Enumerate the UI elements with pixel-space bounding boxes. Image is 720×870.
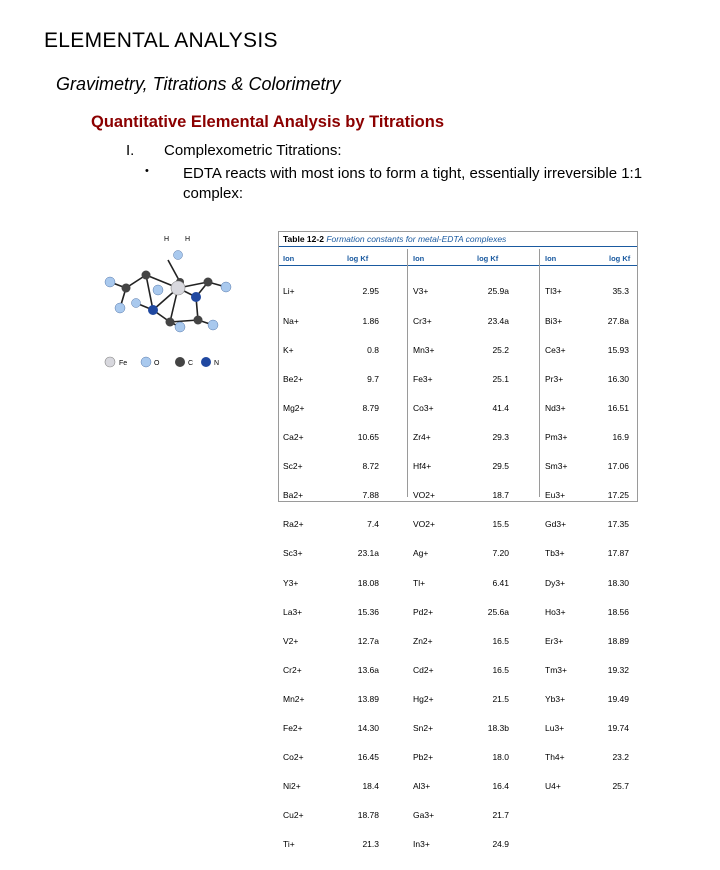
table-cell: In3+ <box>413 839 430 850</box>
list-item-text: Complexometric Titrations: <box>164 142 342 159</box>
table-cell: 18.89 <box>607 635 629 646</box>
table-cell: 29.3 <box>492 431 509 442</box>
table-cell: 25.9a <box>487 286 509 297</box>
table-cell: 17.87 <box>607 548 629 559</box>
table-cell: Ca2+ <box>283 431 304 442</box>
table-cell: 23.4a <box>487 315 509 326</box>
table-cell: 14.30 <box>357 723 379 734</box>
table-cell: 16.30 <box>607 373 629 384</box>
table-cell: V2+ <box>283 635 299 646</box>
table-cell: 8.72 <box>362 461 379 472</box>
table-cell: Cr2+ <box>283 664 302 675</box>
log-column-2 <box>469 268 509 870</box>
table-cell: 19.32 <box>607 664 629 675</box>
legend-o: O <box>154 360 160 367</box>
table-cell: 16.5 <box>492 635 509 646</box>
table-cell: Ra2+ <box>283 519 304 530</box>
table-cell: 25.7 <box>612 781 629 792</box>
legend-c: C <box>188 360 194 367</box>
table-cell: Mn3+ <box>413 344 435 355</box>
table-cell: 18.0 <box>492 752 509 763</box>
table-cell: V3+ <box>413 286 429 297</box>
table-cell: 2.95 <box>362 286 379 297</box>
table-cell: 15.93 <box>607 344 629 355</box>
header-ion-2: Ion <box>413 254 425 263</box>
legend-n: N <box>214 360 220 367</box>
table-cell: VO2+ <box>413 519 435 530</box>
table-cell: 19.74 <box>607 723 629 734</box>
table-cell: Fe2+ <box>283 723 303 734</box>
table-cell: Pm3+ <box>545 431 568 442</box>
table-cell: 18.56 <box>607 606 629 617</box>
table-cell: 15.36 <box>357 606 379 617</box>
table-cell: 25.2 <box>492 344 509 355</box>
table-cell: Cu2+ <box>283 810 304 821</box>
table-cell: 1.86 <box>362 315 379 326</box>
slide-title: ELEMENTAL ANALYSIS <box>44 29 278 52</box>
table-cell: 23.2 <box>612 752 629 763</box>
formation-constants-table <box>278 231 638 850</box>
header-rule <box>279 265 637 266</box>
table-cell: Lu3+ <box>545 723 565 734</box>
table-cell: 18.78 <box>357 810 379 821</box>
table-cell: 7.20 <box>492 548 509 559</box>
column-divider <box>539 249 540 497</box>
sub-item-text: EDTA reacts with most ions to form a tight, essentially irreversible 1:1 complex: <box>183 165 643 202</box>
table-cell: 15.5 <box>492 519 509 530</box>
table-cell: 17.25 <box>607 490 629 501</box>
table-cell: 16.51 <box>607 402 629 413</box>
table-cell: Cr3+ <box>413 315 432 326</box>
slide-subtitle: Gravimetry, Titrations & Colorimetry <box>56 74 341 94</box>
table-cell: 7.4 <box>367 519 379 530</box>
table-cell: 7.88 <box>362 490 379 501</box>
table-cell: Zn2+ <box>413 635 433 646</box>
table-cell: Be2+ <box>283 373 304 384</box>
table-cell: 17.35 <box>607 519 629 530</box>
table-cell: Nd3+ <box>545 402 566 413</box>
table-cell: 19.49 <box>607 693 629 704</box>
table-cell: K+ <box>283 344 294 355</box>
table-cell: U4+ <box>545 781 561 792</box>
table-cell: 27.8a <box>607 315 629 326</box>
table-cell: Hg2+ <box>413 693 434 704</box>
table-cell: 18.30 <box>607 577 629 588</box>
table-caption-text: Formation constants for metal-EDTA complexes <box>326 234 507 244</box>
table-cell: Er3+ <box>545 635 564 646</box>
table-cell: 8.79 <box>362 402 379 413</box>
table-cell: 21.3 <box>362 839 379 850</box>
table-cell: 6.41 <box>492 577 509 588</box>
table-cell: Ti+ <box>283 839 295 850</box>
table-cell: Sm3+ <box>545 461 568 472</box>
table-cell: 23.1a <box>357 548 379 559</box>
table-cell: Mg2+ <box>283 402 305 413</box>
header-log-1: log Kf <box>347 254 369 263</box>
header-log-2: log Kf <box>477 254 499 263</box>
table-cell: Ho3+ <box>545 606 566 617</box>
table-cell: Tl+ <box>413 577 426 588</box>
table-cell: 13.6a <box>357 664 379 675</box>
ion-column-1 <box>283 268 323 870</box>
table-cell: 18.7 <box>492 490 509 501</box>
table-cell: 24.9 <box>492 839 509 850</box>
table-cell: Ag+ <box>413 548 429 559</box>
table-cell: Ba2+ <box>283 490 304 501</box>
table-cell: Tm3+ <box>545 664 567 675</box>
table-cell: 16.5 <box>492 664 509 675</box>
log-column-1 <box>339 268 379 870</box>
table-cell: Ga3+ <box>413 810 435 821</box>
table-cell: Th4+ <box>545 752 565 763</box>
table-cell: 16.9 <box>612 431 629 442</box>
table-cell: Co2+ <box>283 752 304 763</box>
legend-fe: Fe <box>119 360 128 367</box>
table-cell: Co3+ <box>413 402 434 413</box>
column-divider <box>407 249 408 497</box>
table-cell: 21.5 <box>492 693 509 704</box>
table-cell: Dy3+ <box>545 577 566 588</box>
table-cell: 29.5 <box>492 461 509 472</box>
section-heading: Quantitative Elemental Analysis by Titrations <box>91 113 445 131</box>
table-cell: Al3+ <box>413 781 431 792</box>
table-cell: 10.65 <box>357 431 379 442</box>
table-cell: 18.3b <box>487 723 509 734</box>
hydrogen-label-1: H <box>164 236 170 243</box>
table-cell: 35.3 <box>612 286 629 297</box>
table-cell: Mn2+ <box>283 693 305 704</box>
table-cell: Bi3+ <box>545 315 563 326</box>
hydrogen-label-2: H <box>185 236 191 243</box>
table-cell: Ni2+ <box>283 781 301 792</box>
table-cell: 16.45 <box>357 752 379 763</box>
table-cell: Pr3+ <box>545 373 564 384</box>
table-cell: 13.89 <box>357 693 379 704</box>
table-cell: VO2+ <box>413 490 435 501</box>
table-cell: Li+ <box>283 286 295 297</box>
table-cell: Sc3+ <box>283 548 303 559</box>
ion-column-2 <box>413 268 457 870</box>
header-log-3: log Kf <box>609 254 631 263</box>
table-cell: 18.4 <box>362 781 379 792</box>
table-cell: Ce3+ <box>545 344 566 355</box>
table-cell: Gd3+ <box>545 519 567 530</box>
table-cell: 16.4 <box>492 781 509 792</box>
table-cell: Pd2+ <box>413 606 434 617</box>
table-cell: Tb3+ <box>545 548 565 559</box>
table-cell: 9.7 <box>367 373 379 384</box>
table-cell: Hf4+ <box>413 461 432 472</box>
caption-rule <box>279 246 637 247</box>
bullet-icon: • <box>145 165 149 177</box>
table-number: Table 12-2 <box>283 234 324 244</box>
table-cell: 0.8 <box>367 344 379 355</box>
table-cell: Eu3+ <box>545 490 566 501</box>
table-cell: 21.7 <box>492 810 509 821</box>
atom-legend <box>105 357 219 367</box>
table-cell: Cd2+ <box>413 664 434 675</box>
table-cell: Sc2+ <box>283 461 303 472</box>
table-cell: Zr4+ <box>413 431 431 442</box>
table-cell: La3+ <box>283 606 303 617</box>
table-cell: 12.7a <box>357 635 379 646</box>
table-cell: Sn2+ <box>413 723 434 734</box>
edta-complex-illustration <box>98 230 238 375</box>
table-cell: 18.08 <box>357 577 379 588</box>
table-cell: 25.1 <box>492 373 509 384</box>
table-cell: Y3+ <box>283 577 299 588</box>
table-caption <box>283 234 506 244</box>
header-ion-3: Ion <box>545 254 557 263</box>
table-cell: Yb3+ <box>545 693 566 704</box>
table-cell: 17.06 <box>607 461 629 472</box>
header-ion-1: Ion <box>283 254 295 263</box>
table-cell: Tl3+ <box>545 286 562 297</box>
table-cell: Na+ <box>283 315 299 326</box>
list-item-number: I. <box>126 142 135 159</box>
table-cell: Fe3+ <box>413 373 433 384</box>
table-cell: 41.4 <box>492 402 509 413</box>
atom-spheres <box>105 251 231 333</box>
table-cell: 25.6a <box>487 606 509 617</box>
table-cell: Pb2+ <box>413 752 434 763</box>
